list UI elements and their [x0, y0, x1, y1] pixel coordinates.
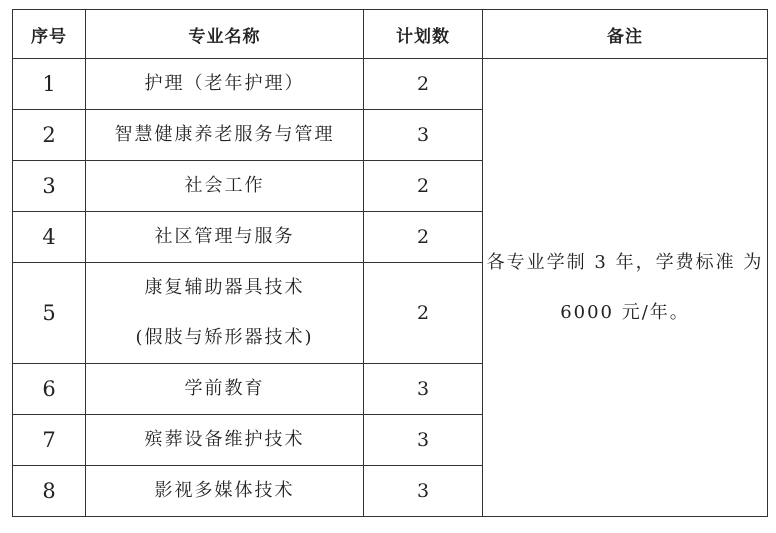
- major-name: [86, 364, 364, 415]
- major-name: [86, 212, 364, 263]
- major-name: [86, 263, 364, 364]
- major-name: [86, 466, 364, 517]
- serial-number: 1: [13, 59, 86, 110]
- serial-number: 4: [13, 212, 86, 263]
- header-planned-count: 计划数: [364, 10, 483, 59]
- header-remarks: 备注: [483, 10, 768, 59]
- major-name-line: (假肢与矫形器技术): [135, 327, 314, 348]
- major-name-line: 康复辅助器具技术: [144, 277, 305, 298]
- remarks-line: 各专业学制 3 年，学费标准: [486, 251, 736, 273]
- header-major-name: 专业名称: [86, 10, 364, 59]
- major-name: [86, 59, 364, 110]
- major-name: [86, 415, 364, 466]
- header-serial-number: 序号: [13, 10, 86, 59]
- enrollment-plan-table: [12, 9, 768, 517]
- serial-number: 8: [13, 466, 86, 517]
- table-row: [13, 59, 768, 110]
- serial-number: 6: [13, 364, 86, 415]
- planned-count: 2: [364, 161, 483, 212]
- planned-count: 2: [364, 212, 483, 263]
- major-name: [86, 161, 364, 212]
- planned-count: 3: [364, 466, 483, 517]
- major-name-line: 学前教育: [184, 378, 265, 399]
- remarks-line: 为 6000 元/年。: [560, 251, 764, 323]
- planned-count: 3: [364, 415, 483, 466]
- planned-count: 3: [364, 364, 483, 415]
- planned-count: 3: [364, 110, 483, 161]
- major-name-line: 殡葬设备维护技术: [144, 429, 305, 450]
- remarks-cell: [483, 59, 768, 517]
- serial-number: 7: [13, 415, 86, 466]
- header-row: [13, 10, 768, 59]
- planned-count: 2: [364, 59, 483, 110]
- serial-number: 2: [13, 110, 86, 161]
- major-name-line: 社会工作: [184, 175, 265, 196]
- major-name-line: 影视多媒体技术: [154, 480, 295, 501]
- serial-number: 3: [13, 161, 86, 212]
- major-name-line: 智慧健康养老服务与管理: [114, 124, 335, 145]
- serial-number: 5: [13, 263, 86, 364]
- major-name-line: 社区管理与服务: [154, 226, 295, 247]
- major-name-line: 护理（老年护理）: [144, 73, 305, 94]
- major-name: [86, 110, 364, 161]
- planned-count: 2: [364, 263, 483, 364]
